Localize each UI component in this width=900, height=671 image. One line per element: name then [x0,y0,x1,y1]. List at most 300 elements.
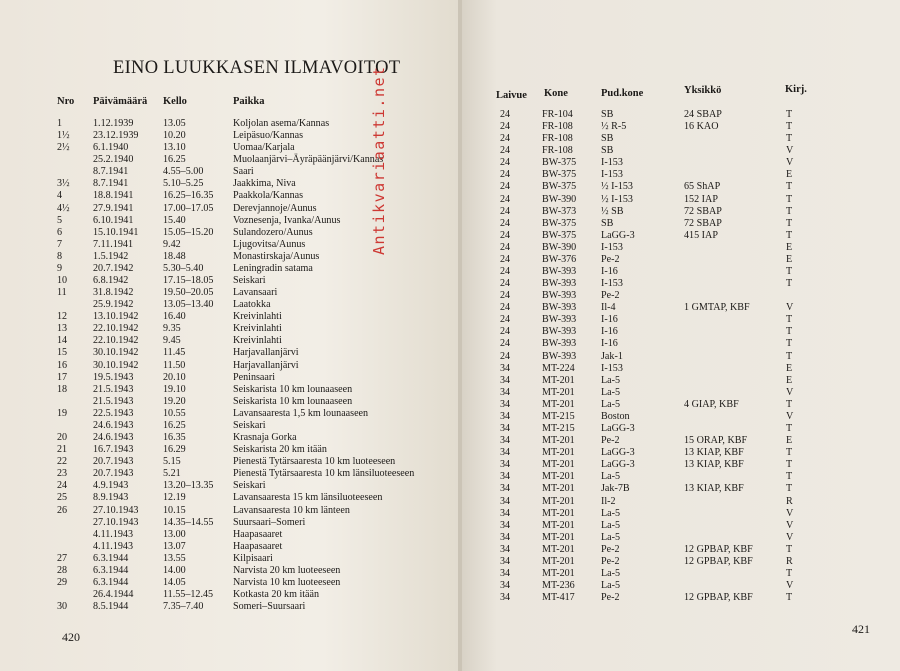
downed-aircraft: I-153 [601,362,623,374]
downed-aircraft: Pe-2 [601,555,620,567]
own-aircraft: MT-201 [542,519,575,531]
table-row [57,384,457,396]
downed-aircraft: Pe-2 [601,592,620,604]
victory-number: 4½ [57,202,70,214]
table-row [500,351,870,363]
downed-aircraft: ½ R-5 [601,121,627,133]
table-row [500,206,870,218]
victory-number: 4 [57,190,63,202]
table-row [57,142,457,154]
record-code: T [786,592,793,604]
victory-date: 16.7.1943 [93,444,134,456]
victory-time: 14.35–14.55 [163,516,214,528]
victory-time: 7.35–7.40 [163,601,204,613]
table-row [57,420,457,432]
table-row [57,323,457,335]
squadron: 34 [500,483,511,495]
victory-number: 10 [57,275,68,287]
own-aircraft: FR-108 [542,133,573,145]
downed-aircraft: ½ SB [601,205,624,217]
table-row [57,432,457,444]
victory-time: 18.48 [163,250,186,262]
watermark-text: Antikvariaatti.net [370,65,388,255]
table-row [57,287,457,299]
victory-date: 6.3.1944 [93,552,129,564]
victory-time: 10.20 [163,130,186,142]
downed-aircraft: La-5 [601,374,621,386]
enemy-unit: 415 IAP [684,229,718,241]
enemy-unit: 15 ORAP, KBF [684,435,748,447]
victory-time: 14.00 [163,564,186,576]
victory-date: 25.2.1940 [93,154,134,166]
downed-aircraft: I-153 [601,157,623,169]
victory-date: 6.3.1944 [93,576,129,588]
victory-place: Harjavallanjärvi [233,347,299,359]
victory-time: 11.45 [163,347,186,359]
squadron: 34 [500,507,511,519]
own-aircraft: MT-201 [542,483,575,495]
record-code: T [786,338,793,350]
table-row [500,471,870,483]
table-row [500,302,870,314]
own-aircraft: MT-201 [542,555,575,567]
squadron: 24 [500,169,511,181]
own-aircraft: BW-375 [542,169,577,181]
victory-place: Seiskari [233,480,266,492]
own-aircraft: BW-376 [542,253,577,265]
enemy-unit: 12 GPBAP, KBF [684,555,753,567]
victory-place: Suursaari–Someri [233,516,306,528]
table-row [57,154,457,166]
enemy-unit: 13 KIAP, KBF [684,483,744,495]
downed-aircraft: Pe-2 [601,543,620,555]
own-aircraft: FR-104 [542,109,573,120]
table-row [57,299,457,311]
table-row [57,408,457,420]
record-code: R [786,555,793,567]
victory-place: Lavansaaresta 10 km länteen [233,504,350,516]
downed-aircraft: I-16 [601,338,618,350]
victory-place: Sulandozero/Aunus [233,226,313,238]
record-code: T [786,326,793,338]
own-aircraft: MT-201 [542,495,575,507]
table-row [500,399,870,411]
victory-date: 20.7.1942 [93,262,134,274]
victory-time: 11.55–12.45 [163,589,214,601]
own-aircraft: FR-108 [542,121,573,133]
downed-aircraft: LaGG-3 [601,423,635,435]
victory-place: Ljugovitsa/Aunus [233,238,306,250]
victory-number: 1 [57,118,63,129]
squadron: 34 [500,567,511,579]
enemy-unit: 65 ShAP [684,181,721,193]
table-row [500,459,870,471]
victory-place: Saari [233,166,254,178]
victory-number: 17 [57,371,68,383]
downed-aircraft: Pe-2 [601,435,620,447]
victory-number: 16 [57,359,68,371]
own-aircraft: MT-201 [542,374,575,386]
table-row [500,592,870,604]
table-row [500,218,870,230]
header-nro: Nro [57,96,75,107]
own-aircraft: BW-393 [542,266,577,278]
squadron: 24 [500,266,511,278]
victory-time: 4.55–5.00 [163,166,204,178]
table-row [57,130,457,142]
victory-date: 25.9.1942 [93,299,134,311]
victory-date: 6.1.1940 [93,142,129,154]
victory-time: 16.25–16.35 [163,190,214,202]
victory-date: 20.7.1943 [93,456,134,468]
victory-date: 24.6.1943 [93,432,134,444]
victory-number: 25 [57,492,68,504]
victory-place: Seiskarista 10 km lounaaseen [233,395,353,407]
victory-date: 22.10.1942 [93,335,139,347]
table-row [500,242,870,254]
squadron: 34 [500,519,511,531]
victory-number: 13 [57,323,68,335]
downed-aircraft: La-5 [601,507,621,519]
victory-place: Laatokka [233,299,271,311]
downed-aircraft: I-153 [601,278,623,290]
table-row [57,589,457,601]
victory-number: 28 [57,564,68,576]
victories-table [57,118,457,613]
own-aircraft: BW-393 [542,326,577,338]
table-row [500,169,870,181]
victory-number: 18 [57,383,68,395]
squadron: 34 [500,531,511,543]
victory-date: 4.9.1943 [93,480,129,492]
victory-place: Pienestä Tytärsaaresta 10 km luoteeseen [233,456,396,468]
squadron: 34 [500,555,511,567]
enemy-unit: 72 SBAP [684,217,722,229]
downed-aircraft: I-16 [601,314,618,326]
victory-number: 19 [57,407,68,419]
victory-time: 5.30–5.40 [163,262,204,274]
table-row [57,577,457,589]
victory-date: 7.11.1941 [93,238,134,250]
victories-detail-table [500,109,870,604]
header-time: Kello [163,96,187,107]
victory-date: 30.10.1942 [93,347,139,359]
record-code: V [786,410,794,422]
victory-number: 3½ [57,178,70,190]
table-row [57,396,457,408]
squadron: 34 [500,423,511,435]
victory-time: 5.21 [163,468,181,480]
victory-place: Kilpisaari [233,552,273,564]
downed-aircraft: La-5 [601,519,621,531]
table-row [57,190,457,202]
table-row [57,529,457,541]
victory-time: 13.55 [163,552,186,564]
record-code: T [786,266,793,278]
downed-aircraft: SB [601,145,614,157]
victory-number: 2½ [57,142,70,154]
squadron: 24 [500,350,511,362]
victory-date: 1.5.1942 [93,250,129,262]
victory-place: Pienestä Tytärsaaresta 10 km länsiluoteeseen [233,468,415,480]
downed-aircraft: I-16 [601,326,618,338]
own-aircraft: BW-393 [542,290,577,302]
record-code: E [786,362,793,374]
record-code: R [786,495,793,507]
victory-time: 5.15 [163,456,181,468]
table-row [500,556,870,568]
victory-time: 13.10 [163,142,186,154]
squadron: 34 [500,374,511,386]
victory-number: 24 [57,480,68,492]
own-aircraft: BW-393 [542,278,577,290]
table-row [500,326,870,338]
victory-number: 14 [57,335,68,347]
downed-aircraft: Pe-2 [601,290,620,302]
victory-date: 15.10.1941 [93,226,139,238]
table-row [500,580,870,592]
victory-number: 6 [57,226,63,238]
enemy-unit: 72 SBAP [684,205,722,217]
enemy-unit: 16 KAO [684,121,719,133]
downed-aircraft: ½ I-153 [601,181,633,193]
record-code: E [786,374,793,386]
header-laivue: Laivue [496,90,527,101]
victory-time: 20.10 [163,371,186,383]
victory-date: 8.7.1941 [93,166,129,178]
squadron: 34 [500,435,511,447]
table-row [500,266,870,278]
record-code: T [786,447,793,459]
victory-date: 27.9.1941 [93,202,134,214]
squadron: 24 [500,181,511,193]
victory-date: 22.5.1943 [93,407,134,419]
table-row [57,505,457,517]
victory-date: 27.10.1943 [93,516,139,528]
table-row [500,532,870,544]
victory-time: 19.50–20.05 [163,287,214,299]
own-aircraft: BW-393 [542,350,577,362]
header-yksikko: Yksikkö [684,85,722,96]
victory-time: 10.15 [163,504,186,516]
victory-place: Harjavallanjärvi [233,359,299,371]
downed-aircraft: La-5 [601,471,621,483]
victory-place: Leningradin satama [233,262,313,274]
squadron: 24 [500,338,511,350]
squadron: 34 [500,459,511,471]
downed-aircraft: LaGG-3 [601,459,635,471]
downed-aircraft: Pe-2 [601,253,620,265]
victory-time: 16.25 [163,154,186,166]
victory-place: Muolaanjärvi–Äyräpäänjärvi/Kannas [233,154,384,166]
squadron: 24 [500,278,511,290]
squadron: 34 [500,592,511,604]
victory-date: 6.8.1942 [93,275,129,287]
enemy-unit: 13 KIAP, KBF [684,447,744,459]
record-code: T [786,133,793,145]
record-code: E [786,253,793,265]
table-row [57,347,457,359]
victory-place: Koljolan asema/Kannas [233,118,330,129]
victory-number: 12 [57,311,68,323]
own-aircraft: BW-375 [542,217,577,229]
squadron: 24 [500,253,511,265]
table-row [500,278,870,290]
table-row [500,133,870,145]
enemy-unit: 12 GPBAP, KBF [684,543,753,555]
table-row [57,335,457,347]
table-row [500,290,870,302]
victory-place: Haapasaaret [233,528,283,540]
page-title: EINO LUUKKASEN ILMAVOITOT [113,58,401,78]
record-code: E [786,241,793,253]
victory-date: 26.4.1944 [93,589,134,601]
table-row [57,178,457,190]
record-code: T [786,314,793,326]
record-code: T [786,181,793,193]
victory-date: 24.6.1943 [93,419,134,431]
record-code: V [786,302,794,314]
victory-date: 4.11.1943 [93,528,134,540]
victory-time: 12.19 [163,492,186,504]
downed-aircraft: La-5 [601,567,621,579]
squadron: 34 [500,386,511,398]
own-aircraft: BW-393 [542,314,577,326]
own-aircraft: MT-201 [542,435,575,447]
victory-time: 16.25 [163,419,186,431]
page-number-right: 421 [852,622,870,636]
table-row [500,254,870,266]
victory-date: 21.5.1943 [93,395,134,407]
victory-date: 6.3.1944 [93,564,129,576]
table-row [500,230,870,242]
own-aircraft: MT-201 [542,507,575,519]
table-row [500,483,870,495]
victory-date: 19.5.1943 [93,371,134,383]
victory-place: Paakkola/Kannas [233,190,304,202]
table-row [500,508,870,520]
victory-date: 23.12.1939 [93,130,139,142]
victory-place: Lavansaaresta 15 km länsiluoteeseen [233,492,383,504]
downed-aircraft: LaGG-3 [601,447,635,459]
table-row [57,166,457,178]
victory-time: 13.05–13.40 [163,299,214,311]
own-aircraft: BW-393 [542,338,577,350]
table-row [57,456,457,468]
table-row [500,181,870,193]
victory-number: 9 [57,262,63,274]
victory-place: Krasnaja Gorka [233,432,297,444]
squadron: 24 [500,314,511,326]
record-code: T [786,278,793,290]
record-code: T [786,567,793,579]
own-aircraft: BW-390 [542,193,577,205]
victory-date: 20.7.1943 [93,468,134,480]
own-aircraft: MT-201 [542,386,575,398]
table-row [57,311,457,323]
victory-place: Narvista 10 km luoteeseen [233,576,341,588]
victory-date: 27.10.1943 [93,504,139,516]
table-row [57,601,457,613]
table-row [500,568,870,580]
enemy-unit: 4 GIAP, KBF [684,398,739,410]
victory-place: Uomaa/Karjala [233,142,295,154]
table-row [500,145,870,157]
table-row [500,520,870,532]
own-aircraft: MT-201 [542,447,575,459]
victory-time: 16.35 [163,432,186,444]
downed-aircraft: La-5 [601,398,621,410]
header-pudkone: Pud.kone [601,88,644,99]
table-row [57,227,457,239]
victory-number: 26 [57,504,68,516]
victory-number: 15 [57,347,68,359]
record-code: T [786,398,793,410]
table-row [57,275,457,287]
victory-place: Narvista 20 km luoteeseen [233,564,341,576]
victory-date: 4.11.1943 [93,540,134,552]
record-code: E [786,435,793,447]
own-aircraft: MT-201 [542,543,575,555]
victory-place: Seiskari [233,419,266,431]
victory-date: 30.10.1942 [93,359,139,371]
victory-time: 13.00 [163,528,186,540]
victory-date: 31.8.1942 [93,287,134,299]
record-code: T [786,229,793,241]
victory-place: Kreivinlahti [233,335,282,347]
downed-aircraft: Il-2 [601,495,616,507]
record-code: V [786,145,794,157]
enemy-unit: 24 SBAP [684,109,722,120]
squadron: 24 [500,217,511,229]
victory-time: 17.15–18.05 [163,275,214,287]
victory-place: Derevjannoje/Aunus [233,202,317,214]
squadron: 34 [500,447,511,459]
squadron: 24 [500,241,511,253]
table-row [500,363,870,375]
squadron: 34 [500,362,511,374]
own-aircraft: BW-390 [542,241,577,253]
record-code: V [786,157,794,169]
downed-aircraft: SB [601,133,614,145]
victory-number: 30 [57,601,68,613]
squadron: 24 [500,205,511,217]
squadron: 24 [500,121,511,133]
own-aircraft: MT-201 [542,567,575,579]
victory-date: 22.10.1942 [93,323,139,335]
victory-place: Monastirskaja/Aunus [233,250,320,262]
victory-number: 11 [57,287,67,299]
victory-place: Seiskarista 20 km itään [233,444,327,456]
downed-aircraft: ½ I-153 [601,193,633,205]
own-aircraft: MT-215 [542,423,575,435]
table-row [500,338,870,350]
own-aircraft: MT-236 [542,580,575,592]
record-code: T [786,350,793,362]
record-code: V [786,580,794,592]
victory-time: 9.42 [163,238,181,250]
squadron: 34 [500,398,511,410]
victory-place: Haapasaaret [233,540,283,552]
record-code: T [786,423,793,435]
enemy-unit: 1 GMTAP, KBF [684,302,750,314]
squadron: 24 [500,193,511,205]
header-date: Päivämäärä [93,96,148,107]
victory-date: 13.10.1942 [93,311,139,323]
record-code: V [786,507,794,519]
table-row [57,239,457,251]
downed-aircraft: Il-4 [601,302,616,314]
